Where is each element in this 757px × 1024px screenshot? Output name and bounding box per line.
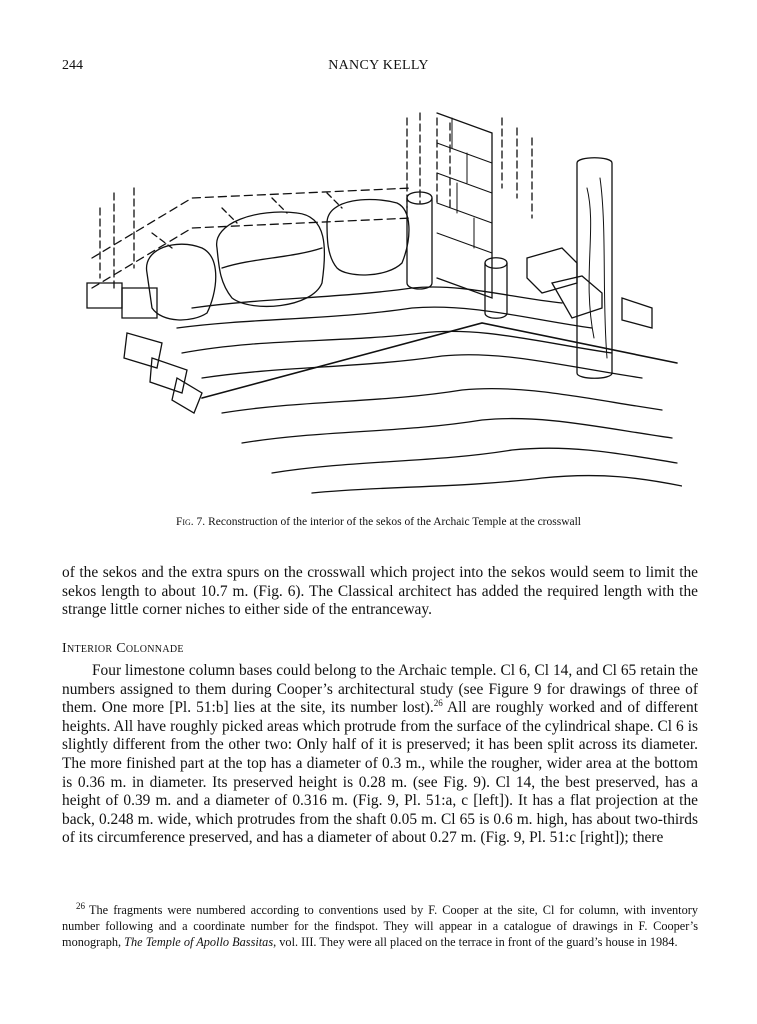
figure-caption [0, 516, 757, 528]
footnote-text-a: The fragments were numbered according to conventions used by F. Cooper at the site, Cl for column, with inventory number following and a coordinate number for the findspot. They will appear in a catalogue of drawings in F. Cooper’s monograph, [62, 903, 698, 950]
figure-illustration [82, 98, 682, 498]
figure-caption-text: Reconstruction of the interior of the sekos of the Archaic Temple at the crosswall [208, 516, 582, 528]
footnote [62, 902, 698, 951]
footnote-book-title: The Temple of Apollo Bassitas [124, 935, 274, 950]
footnote-number: 26 [76, 900, 85, 911]
page-number: 244 [62, 58, 83, 73]
body-paragraph-2-text-b: All are roughly worked and of different heights. All have roughly picked areas which protrude from the surface of the cylindrical shape. Cl 6 is slightly different from the other two: Only half of it is preserved; it has been split across its diameter. The more finished part at the top has a diameter of 0.3 m., while the rougher, wider area at the bottom is 0.36 m. in diameter. Its preserved height is 0.28 m. (see Fig. 9). Cl 14, the best preserved, has a height of 0.39 m. and a diameter of 0.316 m. (Fig. 9, Pl. 51:a, c [left]). It has a flat projection at the back, 0.248 m. wide, which protrudes from the shaft 0.05 m. Cl 65 is 0.6 m. high, has about two-thirds of its circumference preserved, and has a diameter of about 0.27 m. (Fig. 9, Pl. 51:c [right]); there [62, 699, 698, 847]
body-paragraph-2 [62, 662, 698, 848]
section-heading: Interior Colonnade [62, 641, 184, 656]
running-head: NANCY KELLY [328, 58, 429, 73]
figure-caption-label: Fig. 7. [175, 516, 206, 528]
footnote-reference: 26 [433, 698, 443, 709]
body-paragraph-1: of the sekos and the extra spurs on the crosswall which project into the sekos would seem to limit the sekos length to about 10.7 m. (Fig. 6). The Classical architect has added the required length with the strange little corner niches to either side of the entranceway. [62, 564, 698, 619]
sekos-drawing [82, 98, 682, 498]
footnote-text-b: , vol. III. They were all placed on the terrace in front of the guard’s house in 1984. [273, 935, 678, 950]
body-paragraph-2-text-a: Four limestone column bases could belong to the Archaic temple. Cl 6, Cl 14, and Cl 65 retain the numbers assigned to them during Cooper’s architectural study (see Figure 9 for drawings of three of them. One more [Pl. 51:b] lies at the site, its number lost). [62, 662, 698, 717]
